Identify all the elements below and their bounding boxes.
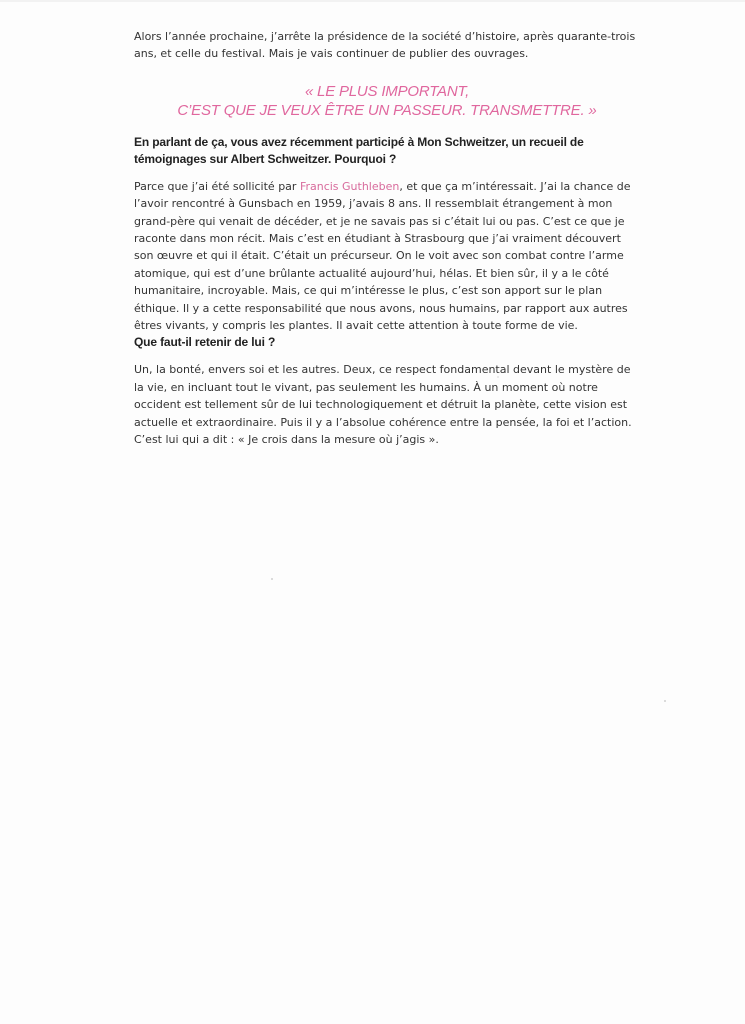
pull-quote-line-2: C’EST QUE JE VEUX ÊTRE UN PASSEUR. TRANSMETTRE. »: [177, 102, 597, 120]
author-link[interactable]: Francis Guthleben: [299, 179, 400, 193]
pull-quote-line-1: « LE PLUS IMPORTANT,: [304, 82, 470, 100]
scan-edge: [0, 0, 745, 2]
pull-quote: [134, 82, 640, 121]
intro-paragraph: Alors l’année prochaine, j’arrête la présidence de la société d’histoire, après quarante-trois ans, et celle du festival. Mais je vais continuer de publier des ouvrages.: [134, 30, 636, 61]
question-1: En parlant de ça, vous avez récemment participé à Mon Schweitzer, un recueil de témoignages sur Albert Schweitzer. Pourquoi ?: [134, 134, 584, 166]
answer-1-intro: Parce que j’ai été sollicité par: [134, 179, 300, 193]
answer-1-body: , et que ça m’intéressait. J’ai la chance de l’avoir rencontré à Gunsbach en 1959, j’avais 8 ans. Il ressemblait étrangement à mon grand-père qui venait de décéder, et je ne savais pas si c’était lui ou pas. C’est ce que je raconte dans mon récit. Mais c’est en étudiant à Strasbourg que j’ai vraiment découvert son œuvre et qui il était. C’était un précurseur. On le voit avec son combat contre l’arme atomique, qui est d’une brûlante actualité aujourd’hui, hélas. Et bien sûr, il y a le côté humanitaire, incroyable. Mais, ce qui m’intéresse le plus, c’est son apport sur le plan éthique. Il y a cette responsabilité que nous avons, nous humains, par rapport aux autres êtres vivants, y compris les plantes. Il avait cette attention à toute forme de vie.: [134, 179, 631, 333]
scan-speck: [664, 700, 666, 702]
scan-speck: [271, 578, 273, 580]
answer-1: [134, 178, 640, 335]
question-2: Que faut-il retenir de lui ?: [134, 335, 276, 350]
scan-speck: [497, 376, 499, 378]
article-column: [134, 28, 640, 449]
answer-2: Un, la bonté, envers soi et les autres. Deux, ce respect fondamental devant le mystère de la vie, en incluant tout le vivant, pas seulement les humains. À un moment où notre occident est tellement sûr de lui technologiquement et détruit la planète, cette vision est actuelle et extraordinaire. Puis il y a l’absolue cohérence entre la pensée, la foi et l’action. C’est lui qui a dit : « Je crois dans la mesure où j’agis ».: [134, 363, 632, 447]
